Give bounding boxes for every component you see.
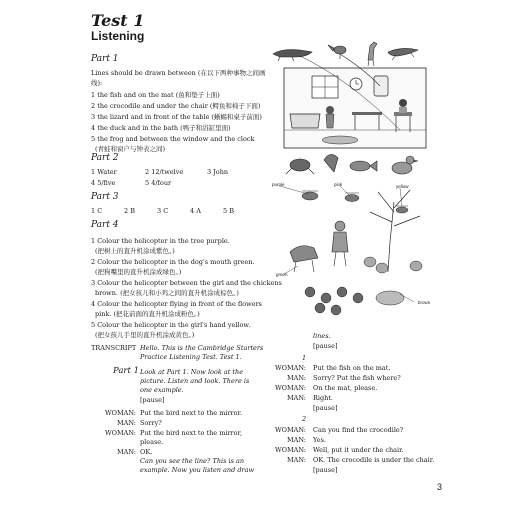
part3-answer: 5 B bbox=[223, 207, 234, 215]
duck-illustration bbox=[392, 156, 418, 174]
transcript-instruction: picture. Listen and look. There is bbox=[140, 377, 250, 385]
pause-marker: [pause] bbox=[313, 404, 338, 412]
part4-item-cont: pink. (把花前面的直升机涂成粉色。) bbox=[95, 310, 200, 318]
dialogue-line: Put the bird next to the mirror, bbox=[140, 429, 243, 437]
bush-illustration bbox=[376, 291, 404, 305]
tree-illustration bbox=[370, 190, 420, 272]
pause-marker: [pause] bbox=[313, 466, 338, 474]
transcript-intro: Hello. This is the Cambridge Starters bbox=[140, 344, 264, 352]
part1-intro-cont: 线): bbox=[91, 79, 103, 87]
part4-item-translation: (把女孩儿手里的直升机涂成黄色。) bbox=[95, 331, 195, 339]
speaker-label: MAN: bbox=[287, 436, 306, 444]
pause-marker: [pause] bbox=[313, 342, 338, 350]
parrot-illustration bbox=[324, 154, 338, 172]
part4-item-translation: (把狗嘴里的直升机涂成绿色。) bbox=[95, 268, 182, 276]
transcript-note: Can you see the line? This is an bbox=[140, 457, 245, 465]
transcript-note: example. Now you listen and draw bbox=[140, 466, 255, 474]
speaker-label: WOMAN: bbox=[274, 446, 306, 454]
question-number: 2 bbox=[302, 415, 307, 423]
part2-answer: 5 4/four bbox=[145, 179, 172, 187]
speaker-label: MAN: bbox=[117, 419, 136, 427]
speaker-label: WOMAN: bbox=[104, 429, 136, 437]
chickens-illustration bbox=[364, 257, 422, 273]
part1-intro: Lines should be drawn between (在以下两种事物之间画 bbox=[91, 69, 266, 77]
colour-label: yellow bbox=[396, 184, 409, 189]
speaker-label: MAN: bbox=[117, 448, 136, 456]
part4-item-cont: brown. (把女孩儿和小鸡之间的直升机涂成棕色。) bbox=[95, 289, 239, 297]
dialogue-line: Sorry? bbox=[140, 419, 162, 427]
part3-answer: 3 C bbox=[157, 207, 169, 215]
helicopter-icon bbox=[345, 193, 359, 202]
lizard-illustration bbox=[388, 48, 418, 60]
dialogue-line: Well, put it under the chair. bbox=[313, 446, 404, 454]
colour-label: pink bbox=[334, 182, 343, 187]
colour-label: brown bbox=[418, 300, 431, 305]
colour-label: purple bbox=[272, 182, 285, 187]
dialogue-line: On the mat, please. bbox=[313, 384, 378, 392]
dialogue-line: Sorry? Put the fish where? bbox=[313, 374, 401, 382]
speaker-label: WOMAN: bbox=[274, 426, 306, 434]
speaker-label: MAN: bbox=[287, 394, 306, 402]
speaker-label: WOMAN: bbox=[274, 384, 306, 392]
colour-label: green bbox=[276, 272, 288, 277]
part3-answer: 1 C bbox=[91, 207, 103, 215]
transcript-intro-cont: Practice Listening Test. Test 1. bbox=[140, 353, 242, 361]
part4-heading: Part 4 bbox=[91, 220, 119, 230]
frog-illustration bbox=[286, 159, 314, 174]
part3-answer: 2 B bbox=[124, 207, 135, 215]
part4-item: 3 Colour the helicopter between the girl and the chickens bbox=[91, 279, 282, 287]
fish-illustration bbox=[350, 161, 377, 171]
part1-heading: Part 1 bbox=[91, 54, 119, 64]
bird-illustration bbox=[328, 45, 346, 59]
part1-item: 3 the lizard and in front of the table (蜥蜴和桌子前面) bbox=[91, 113, 262, 121]
test-title: Test 1 bbox=[91, 11, 145, 30]
transcript-label: TRANSCRIPT bbox=[91, 344, 137, 352]
part4-item: 4 Colour the helicopter flying in front of the flowers bbox=[91, 300, 263, 308]
room-scene-illustration bbox=[270, 40, 440, 190]
part2-answer: 2 12/twelve bbox=[145, 168, 184, 176]
dialogue-line: OK. bbox=[140, 448, 153, 456]
part4-item-translation: (把树上的直升机涂成紫色。) bbox=[95, 247, 175, 255]
part4-item: 5 Colour the helicopter in the girl's hand yellow. bbox=[91, 321, 251, 329]
flowers-illustration bbox=[305, 287, 363, 315]
speaker-label: WOMAN: bbox=[104, 409, 136, 417]
part2-answer: 3 John bbox=[207, 168, 229, 176]
transcript-part1-label: Part 1 bbox=[113, 366, 139, 376]
transcript-instruction: one example. bbox=[140, 386, 184, 394]
part2-heading: Part 2 bbox=[91, 153, 119, 163]
part2-answer: 4 5/five bbox=[91, 179, 116, 187]
dialogue-line-cont: please. bbox=[140, 438, 164, 446]
helicopter-icon bbox=[302, 191, 318, 200]
dialogue-line: Right. bbox=[313, 394, 333, 402]
part4-item: 1 Colour the helicopter in the tree purple. bbox=[91, 237, 230, 245]
question-number: 1 bbox=[302, 354, 307, 362]
part3-answer: 4 A bbox=[190, 207, 201, 215]
speaker-label: MAN: bbox=[287, 374, 306, 382]
outdoor-scene-illustration bbox=[270, 182, 440, 330]
part1-item: 2 the crocodile and under the chair (鳄鱼和椅子下面) bbox=[91, 102, 261, 110]
girl-illustration bbox=[332, 221, 348, 266]
helicopter-icon bbox=[396, 206, 408, 213]
transcript-note: lines. bbox=[313, 332, 331, 340]
part4-item: 2 Colour the helicopter in the dog's mouth green. bbox=[91, 258, 255, 266]
part1-item: 4 the duck and in the bath (鸭子和浴缸里面) bbox=[91, 124, 231, 132]
speaker-label: WOMAN: bbox=[274, 364, 306, 372]
page-number: 3 bbox=[437, 482, 443, 492]
section-title: Listening bbox=[91, 29, 145, 43]
dialogue-line: OK. The crocodile is under the chair. bbox=[313, 456, 435, 464]
part2-answer: 1 Water bbox=[91, 168, 117, 176]
dialogue-line: Yes. bbox=[313, 436, 326, 444]
part1-item: 5 the frog and between the window and the clock bbox=[91, 135, 255, 143]
speaker-label: MAN: bbox=[287, 456, 306, 464]
part1-item: 1 the fish and on the mat (鱼和垫子上面) bbox=[91, 91, 220, 99]
transcript-instruction: Look at Part 1. Now look at the bbox=[140, 368, 244, 376]
giraffe-illustration bbox=[368, 42, 377, 66]
dialogue-line: Can you find the crocodile? bbox=[313, 426, 404, 434]
part3-heading: Part 3 bbox=[91, 192, 119, 202]
part1-item-translation: (青蛙和窗户与钟表之间) bbox=[95, 145, 166, 153]
dialogue-line: Put the bird next to the mirror. bbox=[140, 409, 243, 417]
dialogue-line: Put the fish on the mat. bbox=[313, 364, 391, 372]
pause-marker: [pause] bbox=[140, 396, 165, 404]
